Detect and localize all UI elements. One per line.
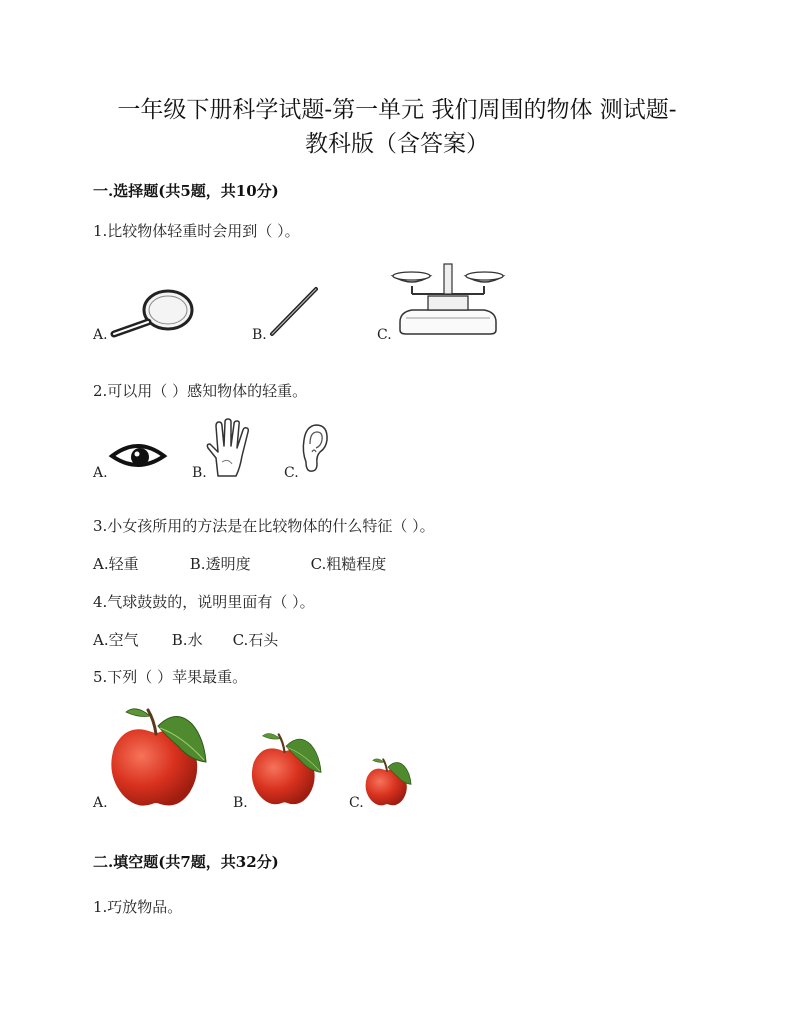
q3-option-a[interactable]: A.轻重 [93,555,139,573]
q1-option-a-label[interactable]: A. [93,327,108,343]
hand-icon [204,418,256,480]
q1-option-b-label[interactable]: B. [252,327,267,343]
large-apple-icon [106,702,210,810]
section-1-heading: 一.选择题(共5题，共10分) [93,182,279,200]
question-4-text: 4.气球鼓鼓的，说明里面有（ ）。 [93,593,315,611]
page-title-line-2: 教科版（含答案） [305,131,489,157]
section-2-question-1-text: 1.巧放物品。 [93,898,183,916]
q5-option-b-label[interactable]: B. [233,795,248,811]
q4-options-row [93,629,278,650]
small-apple-icon [363,755,413,808]
q5-option-c-label[interactable]: C. [349,795,364,811]
q4-option-c[interactable]: C.石头 [232,631,279,649]
question-2-text: 2.可以用（ ）感知物体的轻重。 [93,382,308,400]
balance-scale-icon [392,262,504,338]
magnifying-glass-icon [108,288,198,338]
page-title-line-1: 一年级下册科学试题-第一单元 我们周围的物体 测试题- [117,97,677,123]
q2-option-c-label[interactable]: C. [284,465,299,481]
q3-option-b[interactable]: B.透明度 [189,555,251,573]
question-5-text: 5.下列（ ）苹果最重。 [93,668,248,686]
q3-option-c[interactable]: C.粗糙程度 [310,555,387,573]
question-3-text: 3.小女孩所用的方法是在比较物体的什么特征（ ）。 [93,517,435,535]
ear-icon [298,422,330,474]
eye-icon [110,440,166,476]
q4-option-b[interactable]: B.水 [171,631,203,649]
q5-option-a-label[interactable]: A. [93,795,108,811]
question-1-text: 1.比较物体轻重时会用到（ ）。 [93,222,300,240]
q1-option-c-label[interactable]: C. [377,327,392,343]
medium-apple-icon [248,728,324,808]
stick-icon [268,286,322,338]
q3-options-row [93,553,386,574]
q2-option-a-label[interactable]: A. [93,465,108,481]
section-2-heading: 二.填空题(共7题，共32分) [93,853,279,871]
q2-option-b-label[interactable]: B. [192,465,207,481]
q4-option-a[interactable]: A.空气 [93,631,139,649]
